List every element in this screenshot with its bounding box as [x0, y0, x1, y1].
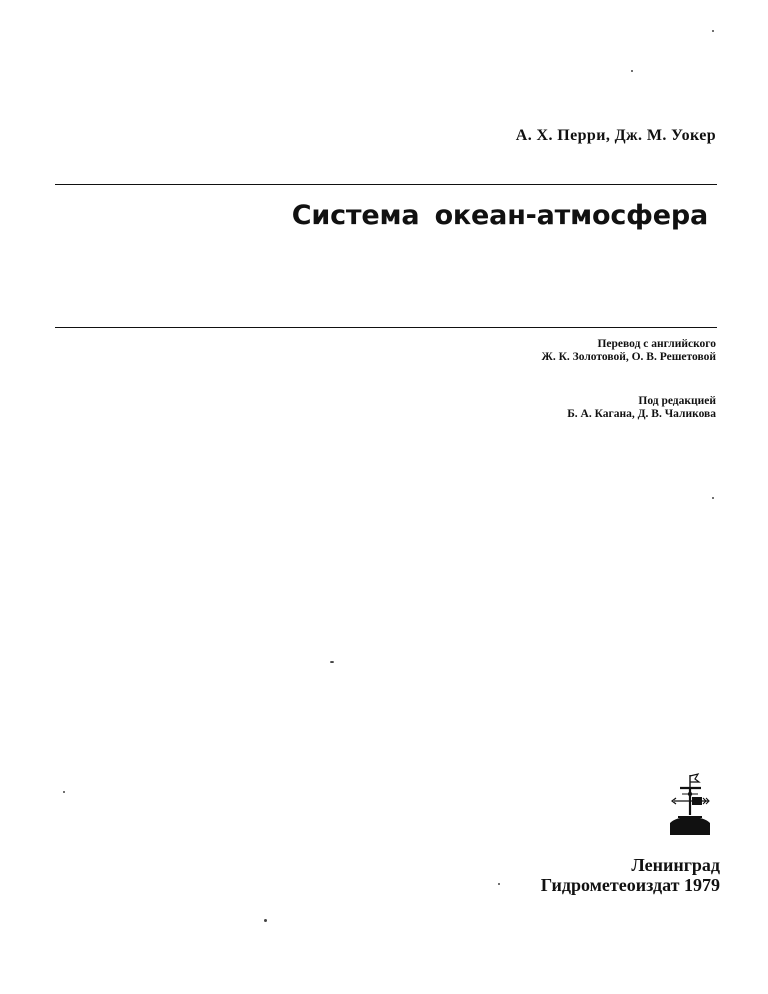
top-divider-line [55, 184, 717, 185]
book-title: Система океан-атмосфера [291, 200, 708, 231]
scan-speck [330, 661, 334, 663]
translator-names: Ж. К. Золотовой, О. В. Решетовой [541, 351, 716, 363]
editor-names: Б. А. Кагана, Д. В. Чаликова [567, 408, 716, 420]
scan-speck [63, 791, 65, 793]
scan-speck [264, 919, 267, 922]
bottom-divider-line [55, 327, 717, 328]
translation-heading: Перевод с английского [597, 338, 716, 350]
translation-credit [541, 338, 716, 364]
editors-credit [567, 395, 716, 421]
scan-speck [631, 70, 633, 72]
scan-speck [712, 497, 714, 499]
editors-heading: Под редакцией [638, 395, 716, 407]
weather-vane-publisher-logo-icon [668, 773, 712, 835]
scan-speck [712, 30, 714, 32]
publication-city: Ленинград [631, 855, 720, 875]
publisher-and-year: Гидрометеоиздат 1979 [540, 875, 720, 895]
book-authors: А. Х. Перри, Дж. М. Уокер [515, 127, 716, 144]
scan-speck [498, 883, 500, 885]
